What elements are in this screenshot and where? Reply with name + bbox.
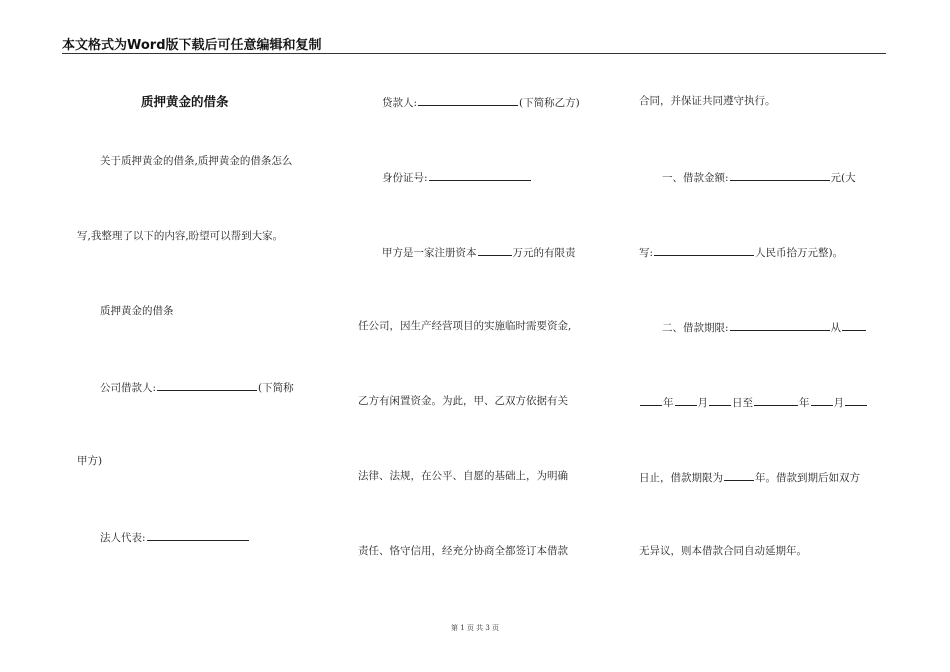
end-day-blank (845, 394, 867, 406)
borrower-blank (157, 379, 257, 391)
amount-suffix: 元(大 (830, 172, 856, 184)
lender-line (382, 94, 580, 110)
end-year-blank (754, 394, 798, 406)
amount-blank (730, 169, 830, 181)
p1-part2: 万元的有限责 (512, 247, 576, 259)
term-end-suffix: 年。借款到期后如双方 (755, 472, 860, 484)
para-line-1 (382, 244, 576, 260)
amount-cont-prefix: 写: (639, 247, 654, 259)
legal-rep-line (100, 529, 250, 545)
borrower-cont: 甲方) (77, 455, 103, 467)
lender-blank (418, 94, 518, 106)
term-end-line (639, 469, 860, 485)
header-text: 本文格式为Word版下载后可任意编辑和复制 (62, 38, 322, 53)
end-month-label: 月 (833, 397, 844, 409)
term-from: 从 (830, 322, 842, 334)
page-footer: 第 1 页 共 3 页 (450, 624, 500, 632)
term-label: 二、借款期限: (662, 322, 729, 334)
start-year-label: 年 (663, 397, 674, 409)
col3-line-1: 合同，并保证共同遵守执行。 (639, 95, 776, 107)
term-end: 日止，借款期限为 (639, 472, 723, 484)
term-years-blank (724, 469, 754, 481)
page-title: 质押黄金的借条 (141, 94, 229, 109)
legal-rep-label: 法人代表: (100, 532, 146, 544)
id-line (382, 169, 532, 185)
legal-rep-blank (147, 529, 249, 541)
date-line (639, 394, 868, 410)
para-line-2: 任公司，因生产经营项目的实施临时需要资金, (358, 320, 572, 332)
borrower-suffix: (下简称 (258, 382, 294, 394)
para-line-5: 责任、恪守信用，经充分协商全都签订本借款 (358, 545, 568, 557)
id-blank (429, 169, 531, 181)
p1-part1: 甲方是一家注册资本 (382, 247, 477, 259)
start-month-label: 月 (697, 397, 708, 409)
term-from-blank (842, 319, 866, 331)
term-line (662, 319, 867, 335)
end-year-label: 年 (799, 397, 810, 409)
subtitle: 质押黄金的借条 (100, 305, 174, 317)
capital-blank (478, 244, 512, 256)
start-day-blank (709, 394, 731, 406)
intro-line-1: 关于质押黄金的借条,质押黄金的借条怎么 (100, 155, 293, 167)
intro-line-2: 写,我整理了以下的内容,盼望可以帮到大家。 (77, 230, 284, 242)
borrower-line (100, 379, 294, 395)
amount-cont-line (639, 244, 843, 260)
day-to-label: 日至 (732, 397, 753, 409)
document-header (62, 33, 886, 54)
lender-label: 贷款人: (382, 97, 418, 109)
lender-suffix: (下简称乙方) (519, 97, 580, 109)
para-line-3: 乙方有闲置资金。为此，甲、乙双方依据有关 (358, 395, 568, 407)
term-blank (730, 319, 830, 331)
borrower-label: 公司借款人: (100, 382, 157, 394)
amount-words-blank (654, 244, 754, 256)
amount-line (662, 169, 856, 185)
start-month-blank (675, 394, 697, 406)
amount-label: 一、借款金额: (662, 172, 729, 184)
col3-last-line: 无异议，则本借款合同自动延期年。 (639, 545, 807, 557)
para-line-4: 法律、法规，在公平、自愿的基础上，为明确 (358, 470, 568, 482)
end-month-blank (811, 394, 833, 406)
id-label: 身份证号: (382, 172, 428, 184)
amount-cont-suffix: 人民币拾万元整)。 (755, 247, 844, 259)
start-year-blank (640, 394, 662, 406)
